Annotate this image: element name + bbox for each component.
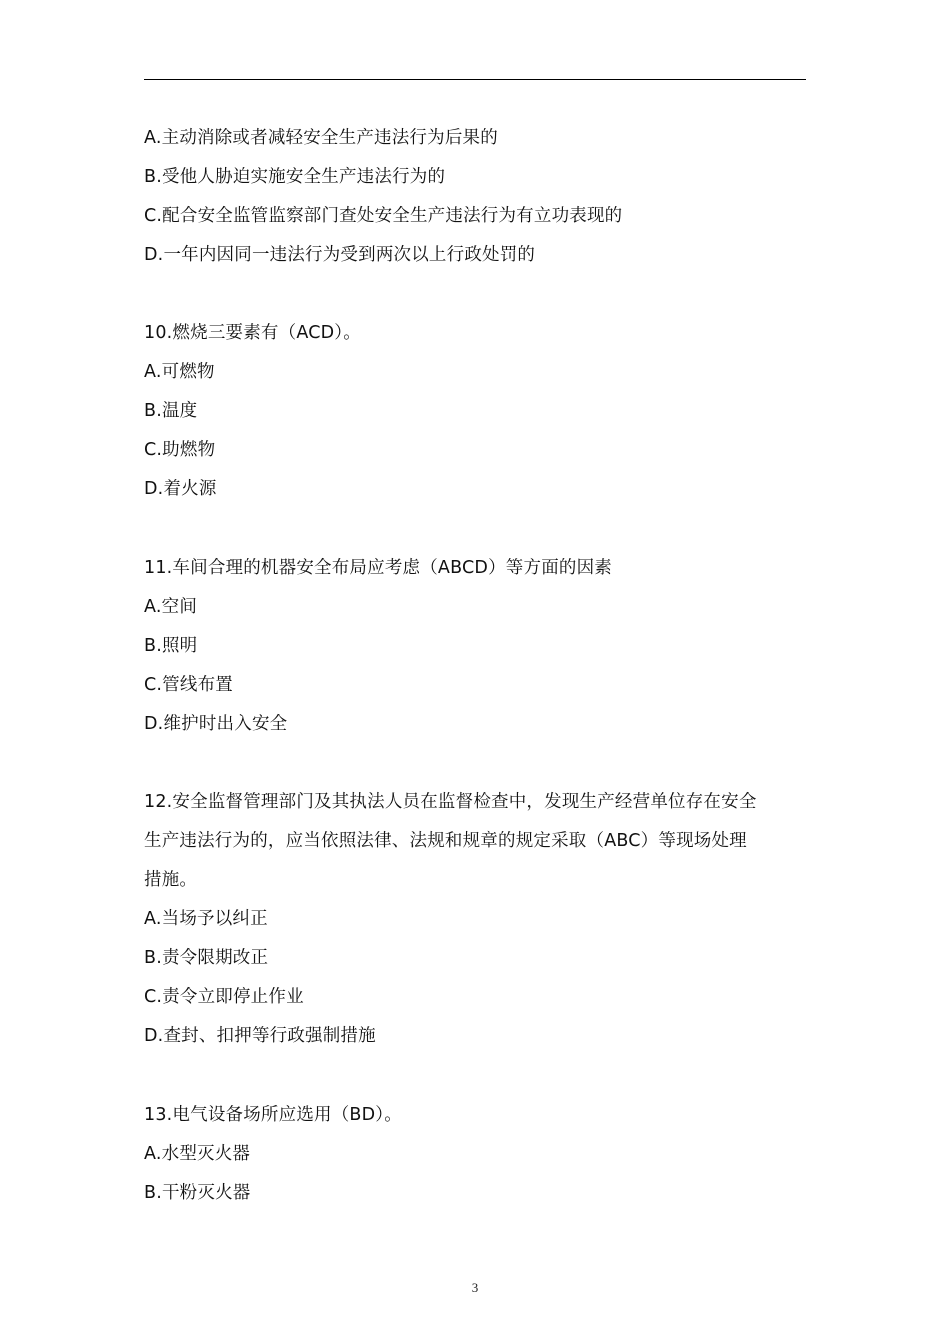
question-10: 10.燃烧三要素有（ACD）。 bbox=[144, 323, 361, 343]
q12-option-b: B.责令限期改正 bbox=[144, 948, 269, 968]
q13-option-a: A.水型灭火器 bbox=[144, 1144, 251, 1164]
option-a-prev: A.主动消除或者减轻安全生产违法行为后果的 bbox=[144, 128, 498, 148]
question-11: 11.车间合理的机器安全布局应考虑（ABCD）等方面的因素 bbox=[144, 558, 612, 578]
question-12-line-3: 措施。 bbox=[144, 870, 198, 890]
q12-option-d: D.查封、扣押等行政强制措施 bbox=[144, 1026, 376, 1046]
q10-option-a: A.可燃物 bbox=[144, 362, 215, 382]
q10-option-c: C.助燃物 bbox=[144, 440, 216, 460]
question-12-line-1: 12.安全监督管理部门及其执法人员在监督检查中，发现生产经营单位存在安全 bbox=[144, 792, 757, 812]
q11-option-d: D.维护时出入安全 bbox=[144, 714, 288, 734]
header-rule bbox=[144, 79, 806, 80]
q12-option-c: C.责令立即停止作业 bbox=[144, 987, 304, 1007]
q11-option-c: C.管线布置 bbox=[144, 675, 233, 695]
question-13: 13.电气设备场所应选用（BD）。 bbox=[144, 1105, 402, 1125]
q11-option-b: B.照明 bbox=[144, 636, 198, 656]
page-number: 3 bbox=[471, 1280, 479, 1295]
q10-option-b: B.温度 bbox=[144, 401, 198, 421]
question-12-line-2: 生产违法行为的，应当依照法律、法规和规章的规定采取（ABC）等现场处理 bbox=[144, 831, 747, 851]
q12-option-a: A.当场予以纠正 bbox=[144, 909, 268, 929]
option-d-prev: D.一年内因同一违法行为受到两次以上行政处罚的 bbox=[144, 245, 536, 265]
q10-option-d: D.着火源 bbox=[144, 479, 217, 499]
option-c-prev: C.配合安全监管监察部门查处安全生产违法行为有立功表现的 bbox=[144, 206, 623, 226]
q11-option-a: A.空间 bbox=[144, 597, 198, 617]
option-b-prev: B.受他人胁迫实施安全生产违法行为的 bbox=[144, 167, 446, 187]
q13-option-b: B.干粉灭火器 bbox=[144, 1183, 251, 1203]
